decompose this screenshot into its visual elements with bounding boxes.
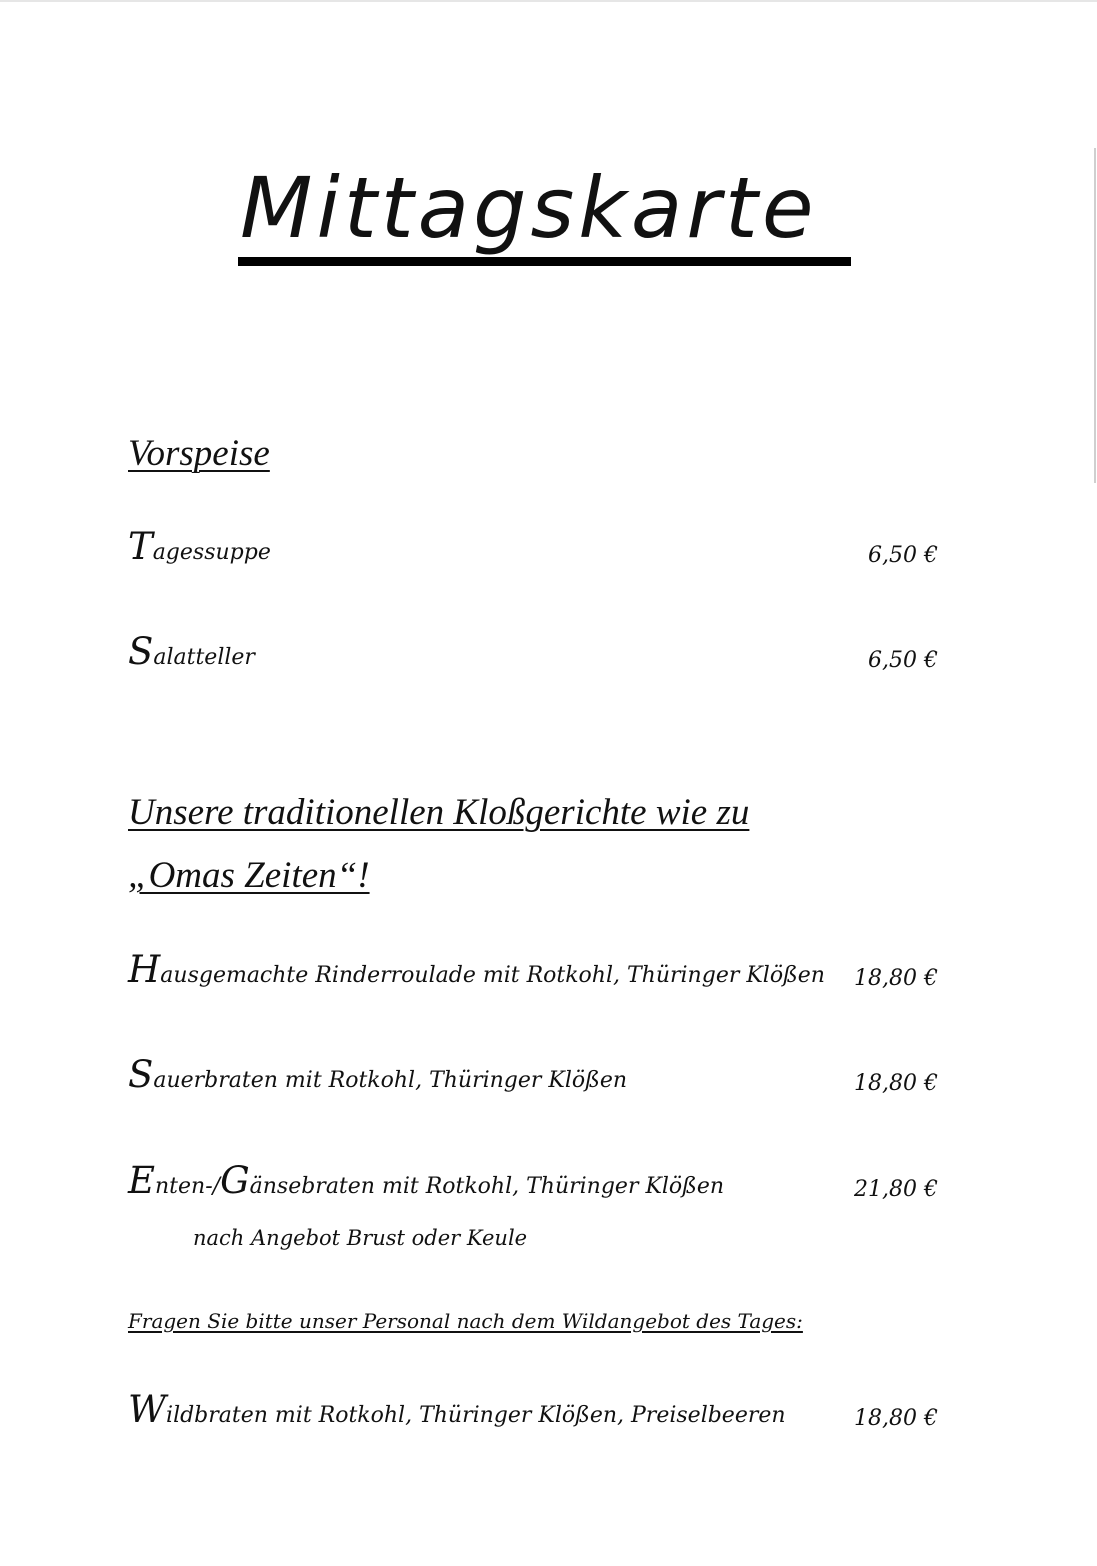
game-notice: Fragen Sie bitte unser Personal nach dem Wildangebot des Tages: [128,1309,803,1333]
menu-item-rinderroulade [128,949,938,997]
item-note: nach Angebot Brust oder Keule [193,1226,528,1250]
item-name: Salatteller [128,630,255,673]
item-name: Hausgemachte Rinderroulade mit Rotkohl, Thüringer Klößen [128,948,825,991]
item-price: 6,50 € [868,543,938,568]
section-heading-dumplings-line2: „Omas Zeiten“! [128,855,370,896]
item-price: 18,80 € [854,966,938,991]
item-name: Tagessuppe [128,525,271,568]
menu-item-sauerbraten [128,1054,938,1102]
top-border [0,0,1097,2]
page-title: Mittagskarte [240,159,818,257]
section-heading-dumplings-line1: Unsere traditionellen Kloßgerichte wie zu [128,792,750,833]
item-price: 18,80 € [854,1406,938,1431]
item-price: 6,50 € [868,648,938,673]
item-price: 21,80 € [854,1177,938,1202]
item-name: Sauerbraten mit Rotkohl, Thüringer Klößen [128,1053,628,1096]
menu-item-wildbraten [128,1389,938,1437]
item-price: 18,80 € [854,1071,938,1096]
scrollbar-edge [1094,148,1096,483]
item-name: Wildbraten mit Rotkohl, Thüringer Klößen, Preiselbeeren [128,1388,786,1431]
section-heading-starters: Vorspeise [128,433,270,474]
menu-item-entenbraten [128,1160,938,1208]
menu-item-salatteller [128,631,938,679]
item-name: Enten-/Gänsebraten mit Rotkohl, Thüringer Klößen [128,1159,725,1202]
title-underline [238,257,851,266]
menu-item-tagessuppe [128,526,938,574]
